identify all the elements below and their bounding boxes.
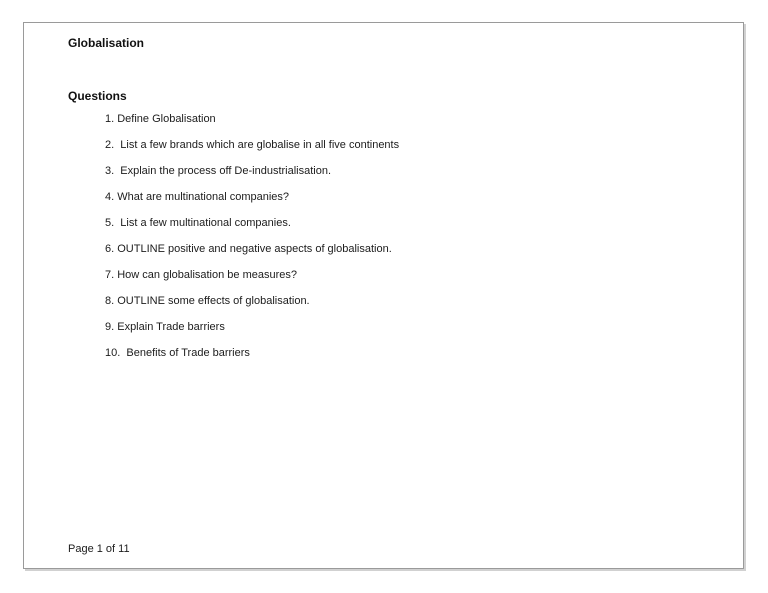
- document-page: [23, 22, 744, 569]
- question-item-2: 2. List a few brands which are globalise in all five continents: [105, 139, 400, 151]
- question-item-5: 5. List a few multinational companies.: [105, 217, 291, 229]
- question-item-1: 1. Define Globalisation: [105, 113, 216, 125]
- question-item-6: 6. OUTLINE positive and negative aspects of globalisation.: [105, 243, 392, 255]
- question-list: [105, 112, 703, 360]
- question-item-4: 4. What are multinational companies?: [105, 191, 290, 203]
- question-item-7: 7. How can globalisation be measures?: [105, 269, 298, 281]
- question-item-8: 8. OUTLINE some effects of globalisation.: [105, 295, 310, 307]
- question-item-9: 9. Explain Trade barriers: [105, 321, 225, 333]
- question-item-10: 10. Benefits of Trade barriers: [105, 347, 250, 359]
- page-footer: Page 1 of 11: [68, 543, 130, 555]
- questions-heading: Questions: [68, 89, 127, 103]
- document-title: Globalisation: [68, 36, 145, 50]
- question-item-3: 3. Explain the process off De-industrialisation.: [105, 165, 332, 177]
- page-content: [24, 23, 743, 360]
